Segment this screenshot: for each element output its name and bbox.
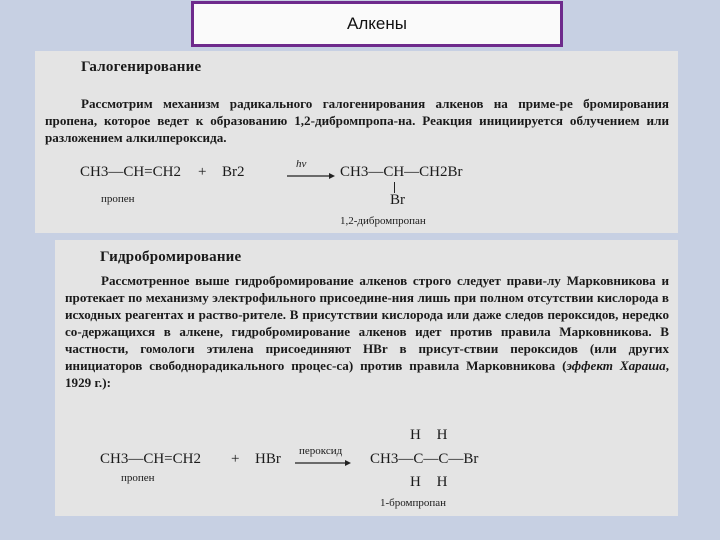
plus-sign: + — [198, 164, 207, 180]
peroxide-label: пероксид — [299, 445, 343, 457]
propene-formula: CH3—CH=CH2 — [80, 164, 181, 180]
propene-formula-2: CH3—CH=CH2 — [100, 451, 201, 467]
reaction-arrow-2 — [295, 459, 351, 467]
dibromopropane-formula: CH3—CH—CH2Br — [340, 164, 463, 180]
dibromopropane-label: 1,2-дибромпропан — [340, 215, 426, 227]
propene-label-2: пропен — [121, 472, 155, 484]
bromine-formula: Br2 — [222, 164, 245, 180]
condition-label: hν — [296, 158, 307, 170]
text-after: , 1929 г.): — [65, 358, 669, 390]
halogenation-text: Рассмотрим механизм радикального галогенирования алкенов на приме-ре бромирования пропена, которое ведет к образованию 1,2-дибромпропа-на. Реакция инициируется облучением или разложением алкилпероксида. — [45, 96, 669, 145]
bromopropane-label: 1-бромпропан — [380, 497, 447, 509]
top-hydrogens: H H — [410, 427, 454, 443]
hydrobromination-heading: Гидробромирование — [100, 249, 242, 265]
slide-title-text: Алкены — [347, 14, 407, 33]
bottom-hydrogens: H H — [410, 474, 454, 490]
propene-label: пропен — [101, 193, 135, 205]
hbr-formula: HBr — [255, 451, 281, 467]
bromopropane-formula: CH3—C—C—Br — [370, 451, 479, 467]
halogenation-panel — [35, 51, 678, 233]
text-before: Рассмотренное выше гидробромирование алкенов строго следует прави-лу Марковникова и протекает по механизму электрофильного присоедине-ния лишь при полном отсутствии кислорода в исходных реагентах и раство-рителе. В присутствии кислорода или даже следов пероксидов, нередко со-держащихся в алкене, гидробромирование алкенов идет против правила Марковникова. В частности, гомологи этилена присоединяют HBr в присут-ствии пероксидов (или других инициаторов свободнорадикального процес-са) против правила Марковникова ( — [65, 273, 669, 373]
slide-title — [191, 1, 563, 47]
bromine-substituent: Br — [390, 192, 405, 208]
reaction-arrow — [287, 172, 335, 180]
plus-sign-2: + — [231, 451, 240, 467]
kharasch-effect: эффект Хараша — [566, 358, 666, 373]
halogenation-heading: Галогенирование — [81, 59, 202, 75]
hydrobromination-panel — [55, 240, 678, 516]
hydrobromination-text — [65, 272, 669, 391]
